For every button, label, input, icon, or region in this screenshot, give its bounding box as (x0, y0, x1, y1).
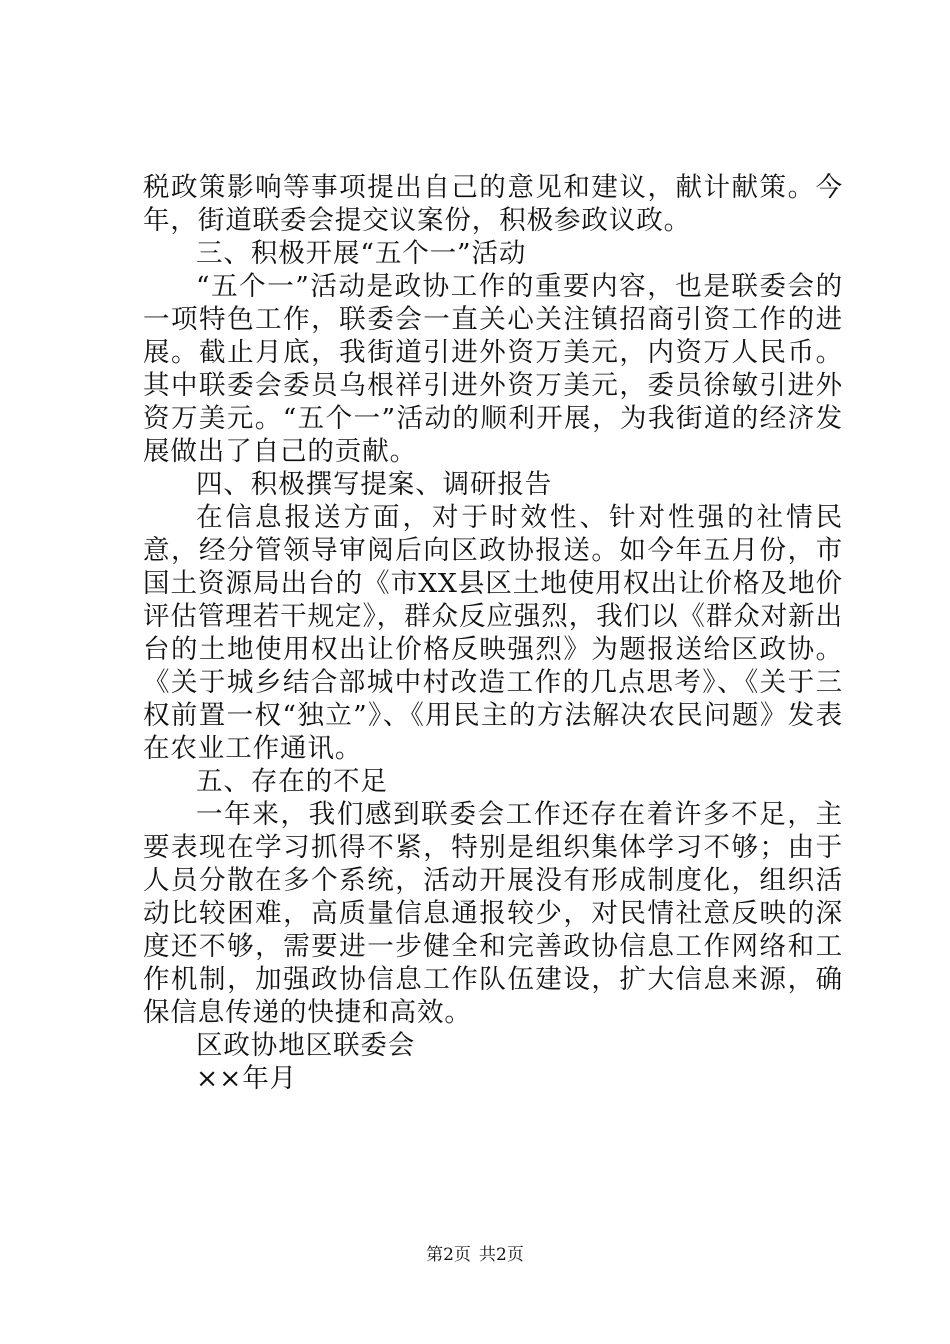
page-footer (0, 1244, 950, 1266)
document-body (143, 171, 843, 1095)
section-heading-shortcomings: 五、存在的不足 (196, 766, 388, 797)
page-number: 第2页 (426, 1245, 471, 1265)
section-heading-proposals: 四、积极撰写提案、调研报告 (196, 469, 553, 500)
page-total: 共2页 (479, 1245, 524, 1265)
signature-organization: 区政协地区联委会 (196, 1030, 416, 1061)
paragraph-policy-advice: 税政策影响等事项提出自己的意见和建议，献计献策。今年，街道联委会提交议案份，积极参政议政。 (143, 172, 843, 236)
signature-date: ××年月 (196, 1063, 298, 1094)
paragraph-five-ones-activity: “五个一”活动是政协工作的重要内容，也是联委会的一项特色工作，联委会一直关心关注镇招商引资工作的进展。截止月底，我街道引进外资万美元，内资万人民币。其中联委会委员乌根祥引进外资万美元，委员徐敏引进外资万美元。“五个一”活动的顺利开展，为我街道的经济发展做出了自己的贡献。 (143, 271, 843, 467)
paragraph-information-reporting: 在信息报送方面，对于时效性、针对性强的社情民意，经分管领导审阅后向区政协报送。如今年五月份，市国土资源局出台的《市XX县区土地使用权出让价格及地价评估管理若干规定》，群众反应强烈，我们以《群众对新出台的土地使用权出让价格反映强烈》为题报送给区政协。《关于城乡结合部城中村改造工作的几点思考》、《关于三权前置一权“独立”》、《用民主的方法解决农民问题》发表在农业工作通讯。 (143, 502, 843, 764)
paragraph-shortcomings: 一年来，我们感到联委会工作还存在着许多不足，主要表现在学习抓得不紧，特别是组织集体学习不够；由于人员分散在多个系统，活动开展没有形成制度化，组织活动比较困难，高质量信息通报较少，对民情社意反映的深度还不够，需要进一步健全和完善政协信息工作网络和工作机制，加强政协信息工作队伍建设，扩大信息来源，确保信息传递的快捷和高效。 (143, 799, 843, 1028)
section-heading-five-ones: 三、积极开展“五个一”活动 (196, 238, 527, 269)
